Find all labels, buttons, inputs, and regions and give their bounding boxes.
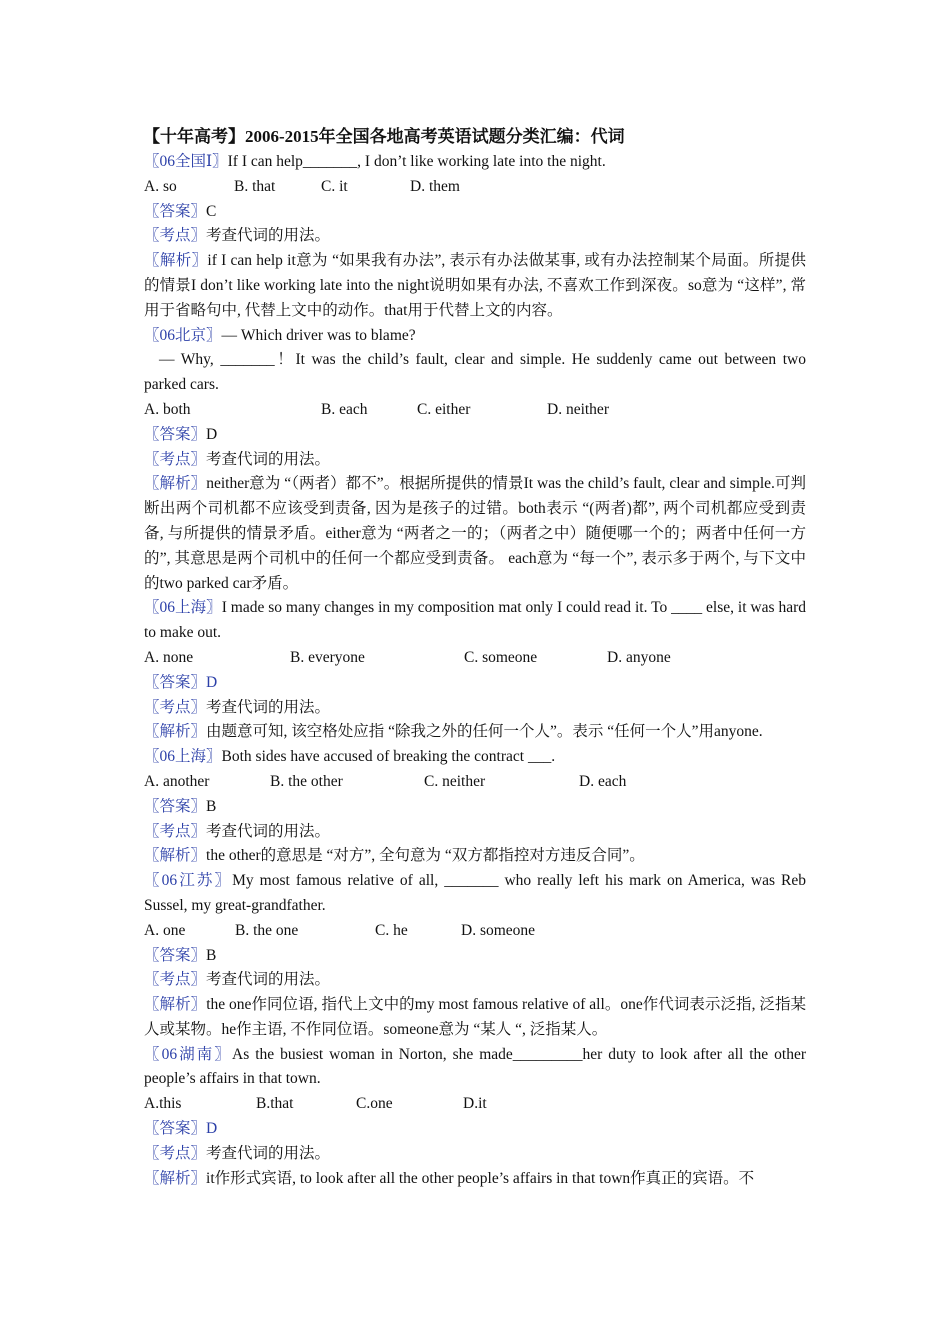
question-tag: 〖06上海〗 [144,599,222,617]
option-b: B. everyone [290,648,365,666]
question-stem: 〖06江苏〗My most famous relative of all, _______ who really left his mark on America, was Reb Sussel, my great-grandfather. [144,872,806,914]
option-d: D. neither [547,400,609,418]
option-b: B. the other [270,772,343,790]
point-line: 〖考点〗考查代词的用法。 [144,971,331,989]
option-a: A. none [144,648,194,666]
question-stem: 〖06上海〗Both sides have accused of breaking the contract ___. [144,748,556,766]
answer-line: 〖答案〗B [144,797,217,815]
question-block [144,745,806,869]
question-tag: 〖06湖南〗 [144,1045,233,1063]
option-d: D. anyone [607,648,671,666]
analysis-paragraph: 〖解析〗由题意可知, 该空格处应指 “除我之外的任何一个人”。表示 “任何一个人”用anyone. [144,723,763,741]
option-b: B.that [256,1095,294,1113]
option-a: A. so [144,177,177,195]
option-b: B. that [234,177,276,195]
question-tag: 〖06上海〗 [144,748,222,766]
point-line: 〖考点〗考查代词的用法。 [144,698,331,716]
question-block [144,596,806,745]
option-row [144,770,806,795]
document-body [144,124,806,1191]
option-b: B. each [321,400,368,418]
question-stem: 〖06湖南〗As the busiest woman in Norton, she made_________her duty to look after all the other people’s affairs in that town. [144,1045,806,1088]
answer-line: 〖答案〗D [144,425,218,443]
answer-line: 〖答案〗C [144,202,217,220]
analysis-paragraph: 〖解析〗neither意为 “（两者）都不”。根据所提供的情景It was the child’s fault, clear and simple.可判断出两个司机都不应该受到责备, 因为是孩子的过错。both表示 “(两者)都”, 两个司机都应受到责备, 与所提供的情景矛盾。either意为 “两者之一的；（两者之中）随便哪一个的；两者中任何一方的”, 其意思是两个司机中的任何一个都应受到责备。 each意为 “每一个”, 表示多于两个, 与下文中的two parked car矛盾。 [144,475,806,592]
option-b: B. the one [235,921,299,939]
option-row [144,175,806,200]
option-c: C. either [417,400,471,418]
question-stem-continued: — Why, _______！It was the child’s fault, clear and simple. He suddenly came out between two parked cars. [144,351,806,394]
question-tag: 〖06全国Ⅰ〗 [144,153,228,170]
question-stem: 〖06北京〗— Which driver was to blame? [144,326,416,344]
option-row [144,646,806,671]
question-block [144,324,806,597]
analysis-paragraph: 〖解析〗the other的意思是 “对方”, 全句意为 “双方都指控对方违反合同”。 [144,847,645,865]
question-block [144,1043,806,1192]
option-d: D. each [579,772,627,790]
option-a: A. one [144,921,186,939]
question-tag: 〖06江苏〗 [144,872,233,890]
option-d: D. them [410,177,460,195]
option-d: D. someone [461,921,536,939]
option-c: C. he [375,921,408,939]
question-tag: 〖06北京〗 [144,326,222,344]
answer-line: 〖答案〗D [144,1120,218,1138]
option-row [144,919,806,944]
option-d: D.it [463,1095,487,1113]
analysis-paragraph: 〖解析〗it作形式宾语, to look after all the other people’s affairs in that town作真正的宾语。不 [144,1169,755,1187]
option-row [144,398,806,423]
answer-line: 〖答案〗D [144,673,218,691]
point-line: 〖考点〗考查代词的用法。 [144,822,331,840]
document-title: 【十年高考】2006-2015年全国各地高考英语试题分类汇编：代词 [143,127,625,146]
option-c: C. neither [424,772,486,790]
point-line: 〖考点〗考查代词的用法。 [144,1144,331,1162]
analysis-paragraph: 〖解析〗if I can help it意为 “如果我有办法”, 表示有办法做某事, 或有办法控制某个局面。所提供的情景I don’t like working late into the night说明如果有办法, 不喜欢工作到深夜。so意为 “这样”, 常用于省略句中, 代替上文中的动作。that用于代替上文的内容。 [144,252,806,319]
question-block [144,150,806,324]
point-line: 〖考点〗考查代词的用法。 [144,227,331,245]
point-line: 〖考点〗考查代词的用法。 [144,450,331,468]
option-c: C.one [356,1095,393,1113]
analysis-paragraph: 〖解析〗the one作同位语, 指代上文中的my most famous relative of all。one作代词表示泛指, 泛指某人或某物。he作主语, 不作同位语。someone意为 “某人 “, 泛指某人。 [144,996,806,1038]
option-a: A. another [144,772,210,790]
question-stem: 〖06上海〗I made so many changes in my composition mat only I could read it. To ____ else, it was hard to make out. [144,599,806,642]
option-c: C. it [321,177,348,195]
option-a: A.this [144,1095,182,1113]
question-stem: 〖06全国Ⅰ〗If I can help_______, I don’t like working late into the night. [144,153,606,170]
question-block [144,869,806,1043]
answer-line: 〖答案〗B [144,946,217,964]
option-a: A. both [144,400,191,418]
option-c: C. someone [464,648,538,666]
option-row [144,1092,806,1117]
